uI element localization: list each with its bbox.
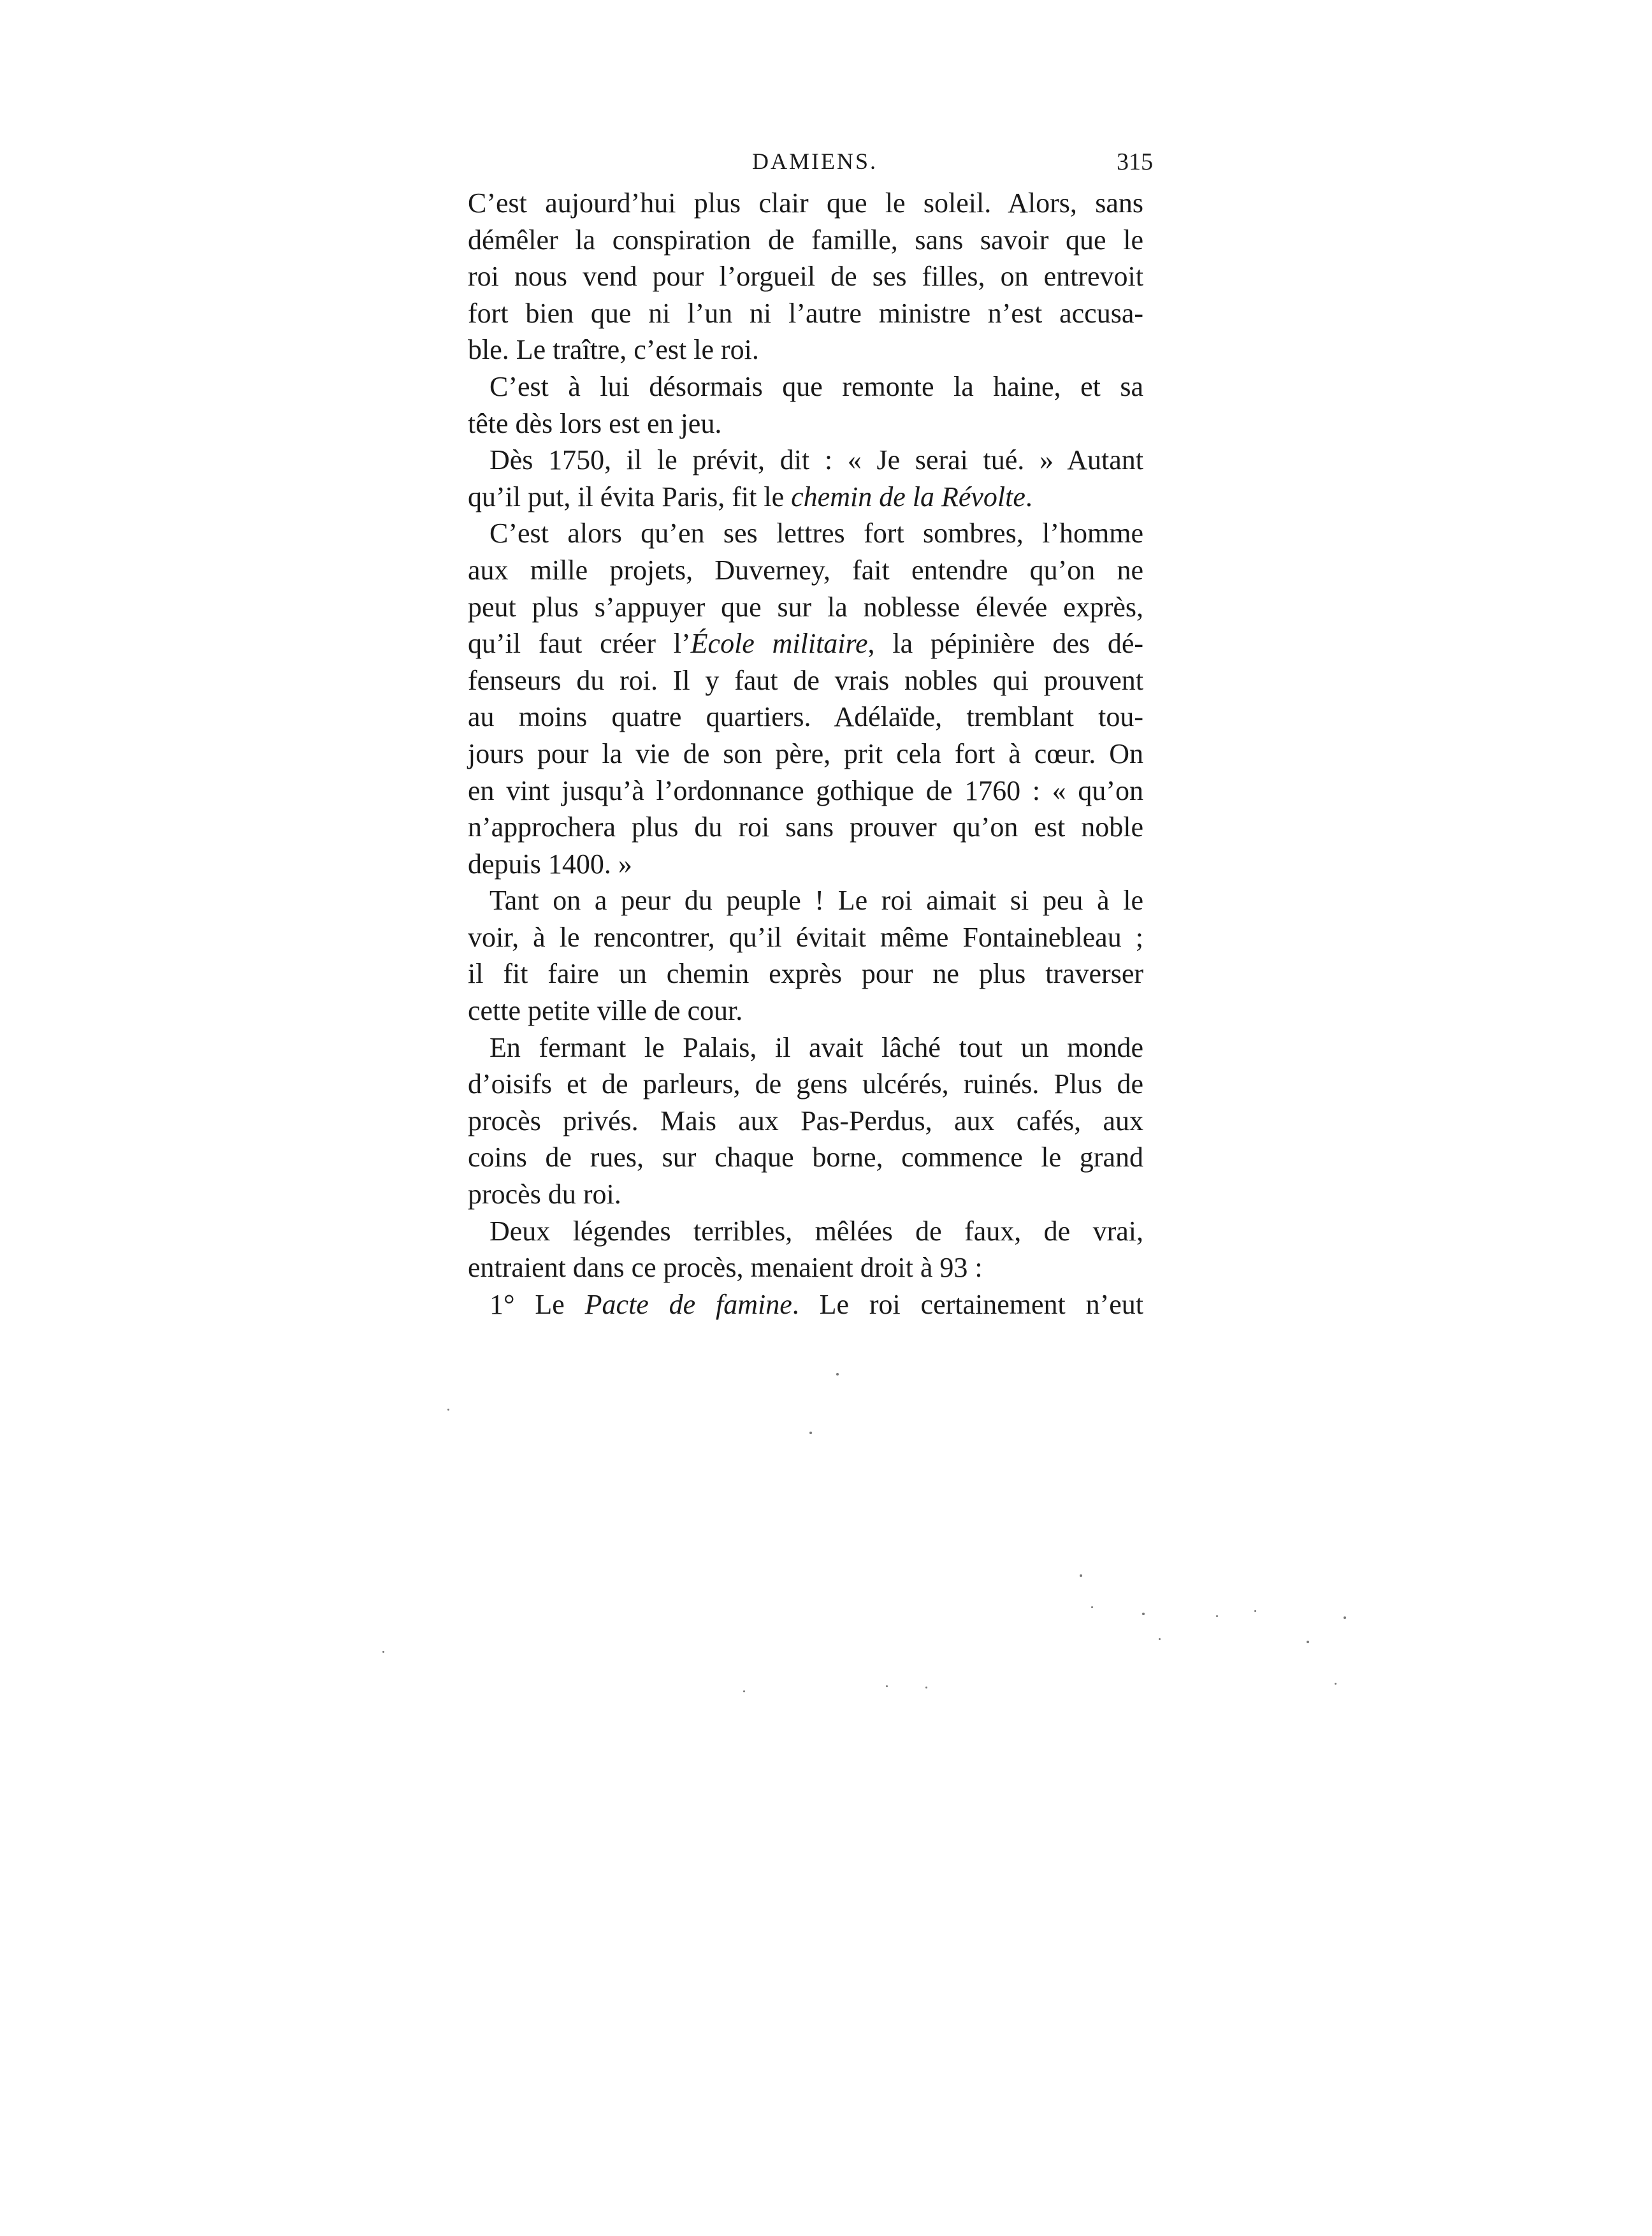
text-line: qu’il faut créer l’École militaire, la pépinière des dé-: [468, 628, 1144, 660]
italic-phrase: École militaire: [690, 628, 868, 660]
scan-speck: [743, 1690, 745, 1692]
scan-speck: [1307, 1641, 1309, 1643]
text-line: jours pour la vie de son père, prit cela fort à cœur. On: [468, 737, 1143, 769]
text-line: procès du roi.: [468, 1179, 621, 1210]
page-number: 315: [1117, 149, 1153, 175]
scan-speck: [836, 1373, 839, 1376]
text-line: En fermant le Palais, il avait lâché tout un monde: [489, 1031, 1143, 1063]
text-line: qu’il put, il évita Paris, fit le chemin de la Révolte.: [468, 481, 1032, 512]
scan-speck: [1344, 1616, 1346, 1619]
scan-speck: [925, 1687, 927, 1688]
scan-speck: [1080, 1574, 1082, 1577]
text-line: il fit faire un chemin exprès pour ne plus traverser: [468, 958, 1143, 990]
text-line: Dès 1750, il le prévit, dit : « Je serai tué. » Autant: [489, 444, 1143, 476]
scan-speck: [1216, 1615, 1218, 1617]
italic-phrase: chemin de la Révolte: [791, 481, 1025, 512]
text-line: roi nous vend pour l’orgueil de ses filles, on entrevoit: [468, 261, 1143, 293]
text-line: C’est alors qu’en ses lettres fort sombres, l’homme: [489, 518, 1143, 549]
text-line: depuis 1400. »: [468, 848, 632, 880]
scan-speck: [1159, 1638, 1161, 1640]
text-line: aux mille projets, Duverney, fait entendre qu’on ne: [468, 554, 1143, 586]
text-line: entraient dans ce procès, menaient droit à 93 :: [468, 1252, 983, 1284]
text-line: C’est à lui désormais que remonte la haine, et sa: [489, 370, 1143, 402]
text-line: peut plus s’appuyer que sur la noblesse élevée exprès,: [468, 591, 1143, 623]
scan-speck: [1091, 1606, 1093, 1608]
scan-speck: [382, 1651, 384, 1653]
text-line: fenseurs du roi. Il y faut de vrais nobles qui prouvent: [468, 664, 1143, 696]
running-title: DAMIENS.: [752, 149, 878, 174]
text-line: fort bien que ni l’un ni l’autre ministre n’est accusa-: [468, 297, 1143, 329]
text-line: Tant on a peur du peuple ! Le roi aimait si peu à le: [489, 885, 1143, 917]
text-line: coins de rues, sur chaque borne, commence le grand: [468, 1142, 1143, 1173]
text-line: démêler la conspiration de famille, sans savoir que le: [468, 224, 1143, 256]
text-line: voir, à le rencontrer, qu’il évitait même Fontainebleau ;: [468, 921, 1143, 953]
text-line: d’oisifs et de parleurs, de gens ulcérés, ruinés. Plus de: [468, 1068, 1143, 1100]
text-line: Deux légendes terribles, mêlées de faux, de vrai,: [489, 1215, 1143, 1247]
text-line: tête dès lors est en jeu.: [468, 407, 722, 439]
text-line: en vint jusqu’à l’ordonnance gothique de 1760 : « qu’on: [468, 774, 1143, 806]
scan-speck: [1142, 1613, 1145, 1615]
text-line: au moins quatre quartiers. Adélaïde, tremblant tou-: [468, 701, 1143, 733]
scan-speck: [447, 1409, 449, 1411]
scan-speck: [809, 1432, 812, 1434]
text-line: n’approchera plus du roi sans prouver qu’on est noble: [468, 811, 1143, 843]
text-line: cette petite ville de cour.: [468, 995, 743, 1027]
text-line: procès privés. Mais aux Pas-Perdus, aux cafés, aux: [468, 1105, 1143, 1136]
body-text: [468, 185, 1143, 1323]
text-line: 1° Le Pacte de famine. Le roi certainement n’eut: [489, 1288, 1143, 1320]
text-line: ble. Le traître, c’est le roi.: [468, 334, 759, 366]
scan-speck: [1254, 1610, 1256, 1612]
italic-phrase: Pacte de famine: [584, 1288, 792, 1320]
scan-speck: [1335, 1683, 1337, 1685]
text-line: C’est aujourd’hui plus clair que le soleil. Alors, sans: [468, 187, 1143, 219]
scan-speck: [886, 1685, 888, 1687]
